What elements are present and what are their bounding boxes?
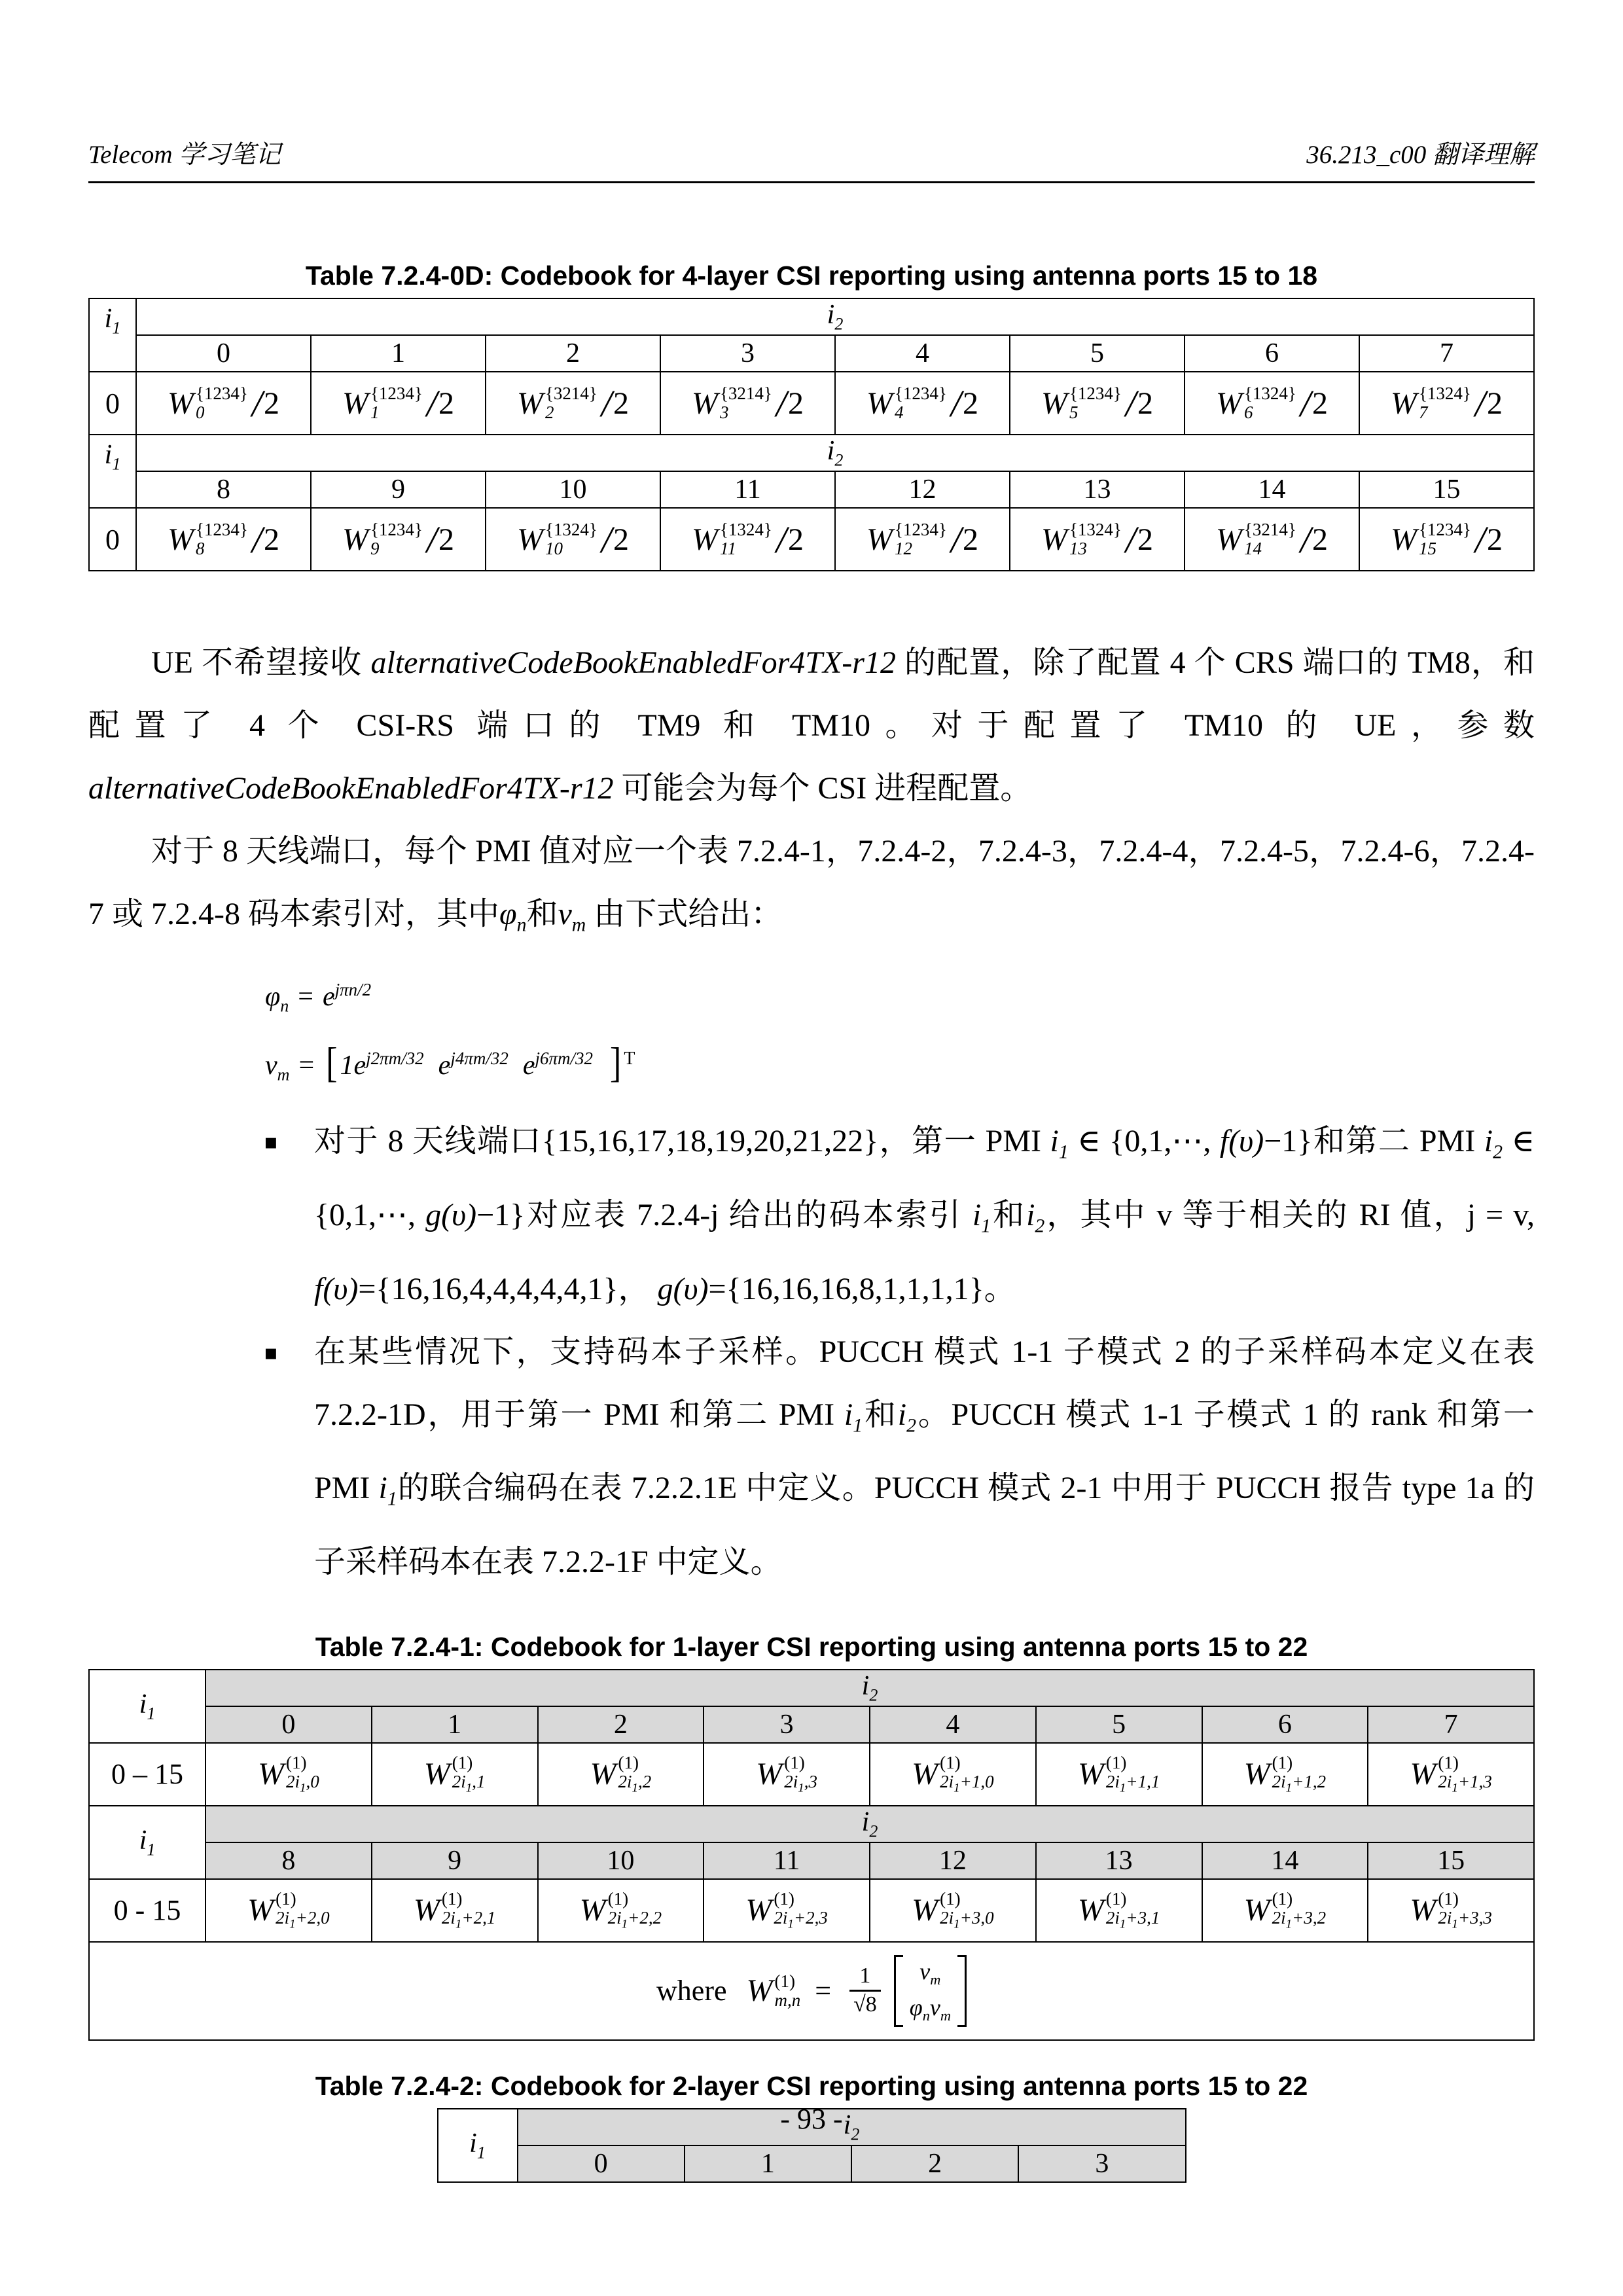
w-expression: W (1) $2i_1+3,1$	[1077, 1888, 1160, 1931]
codebook-entry-cell	[1368, 1879, 1534, 1942]
division-slash: /	[601, 382, 613, 425]
codebook-entry-cell	[1010, 508, 1185, 571]
w-expression: W (1) $2i_1,0$	[258, 1752, 319, 1795]
text-run: ∈ {0,1,⋯,	[314, 1124, 1535, 1232]
text-run: 的联合编码在表 7.2.2.1E 中定义。PUCCH 模式 2-1 中用于 PUCCH 报告 type 1a 的子采样码本在表 7.2.2-1F 中定义。	[314, 1471, 1535, 1579]
w-expression: W {1234} 8 / 2	[167, 518, 280, 561]
i1-header-cell	[89, 435, 136, 508]
i2-index-cell: 10	[538, 1842, 704, 1879]
text-run: ={16,16,16,8,1,1,1,1}。	[708, 1271, 1016, 1306]
codebook-entry-cell	[205, 1743, 372, 1806]
division-slash: /	[1474, 518, 1486, 561]
codebook-entry-cell	[870, 1743, 1036, 1806]
w-expression: W (1) $2i_1+2,0$	[247, 1888, 330, 1931]
header-right-text: 36.213_c00 翻译理解	[1306, 141, 1535, 169]
table-7-2-4-0d	[88, 298, 1535, 571]
codebook-entry-cell	[372, 1743, 538, 1806]
where-row	[89, 1942, 1534, 2040]
table-value-row	[89, 1879, 1534, 1942]
text-run: 由下式给出：	[586, 897, 783, 931]
division-slash: /	[1125, 382, 1137, 425]
i2-index-cell: 7	[1368, 1706, 1534, 1743]
codebook-entry-cell	[1368, 1743, 1534, 1806]
table-value-row	[89, 372, 1534, 435]
w-expression: W {1234} 1 / 2	[342, 382, 455, 425]
math-variable: $i_1$	[972, 1197, 991, 1237]
text-run: −1}和第二 PMI	[1264, 1124, 1484, 1159]
codebook-entry-cell	[486, 372, 660, 435]
codebook-entry-cell	[704, 1743, 870, 1806]
i2-index-cell: 10	[486, 471, 660, 508]
math-variable: $i_1$	[139, 1689, 156, 1723]
division-slash: /	[251, 518, 263, 561]
w-expression: W {1234} 5 / 2	[1041, 382, 1154, 425]
i2-index-cell: 5	[1010, 335, 1185, 372]
codebook-entry-cell	[1359, 372, 1534, 435]
i2-index-cell: 14	[1185, 471, 1359, 508]
text-run: UE 不希望接收	[151, 645, 371, 680]
page-header	[88, 134, 1535, 171]
codebook-entry-cell	[136, 372, 311, 435]
formula-block	[265, 963, 1535, 1102]
i2-index-cell: 0	[205, 1706, 372, 1743]
math-variable: $i_1$	[378, 1471, 397, 1510]
w-expression: W {1324} 11 / 2	[691, 518, 804, 561]
math-variable: $i_2$	[1484, 1124, 1503, 1163]
fraction: $\frac{1}{√8}$	[849, 1963, 881, 2018]
i2-index-cell: 0	[136, 335, 311, 372]
division-slash: /	[426, 518, 438, 561]
i2-index-cell: 1	[311, 335, 486, 372]
transpose-label: T	[624, 1048, 635, 1069]
table-index-row	[89, 335, 1534, 372]
text-run: 和	[991, 1197, 1027, 1232]
i2-index-cell: 4	[870, 1706, 1036, 1743]
table-header-row	[89, 298, 1534, 335]
codebook-entry-cell	[870, 1879, 1036, 1942]
text-run: 和	[526, 897, 558, 931]
math-variable: $v_m$	[558, 897, 586, 936]
division-slash: /	[950, 518, 962, 561]
paragraph-ue-config	[88, 632, 1535, 820]
i2-index-cell: 3	[660, 335, 835, 372]
math-variable: $i_1$	[844, 1397, 863, 1437]
division-slash: /	[426, 382, 438, 425]
text-run: f(υ)	[1219, 1124, 1264, 1159]
math-variable: $i_2$	[843, 2110, 860, 2144]
division-slash: /	[601, 518, 613, 561]
division-slash: /	[950, 382, 962, 425]
i2-index-cell: 15	[1359, 471, 1534, 508]
math-variable: $i_1$	[104, 440, 121, 474]
math-variable: $i_2$	[861, 1671, 878, 1705]
text-run: 的配置，除了配置 4 个 CRS 端口的 TM8，和配置了 4 个 CSI-RS 端口的 TM9 和 TM10。对于配置了 TM10 的 UE，参数	[88, 645, 1535, 743]
i2-index-cell: 7	[1359, 335, 1534, 372]
text-run: 在某些情况下，支持码本子采样。PUCCH 模式 1-1 子模式 2 的子采样码本定义在表 7.2.2-1D，用于第一 PMI 和第二 PMI	[314, 1334, 1535, 1432]
text-run: ={16,16,4,4,4,4,4,1}，	[358, 1271, 658, 1306]
text-run: f(υ)	[314, 1271, 359, 1306]
division-slash: /	[1300, 518, 1311, 561]
i2-index-cell: 12	[835, 471, 1010, 508]
w-expression: W (1) $2i_1+1,2$	[1243, 1752, 1327, 1795]
table-index-row	[89, 1842, 1534, 1879]
header-rule	[88, 181, 1535, 183]
i2-index-cell: 6	[1185, 335, 1359, 372]
codebook-entry-cell	[835, 372, 1010, 435]
division-slash: /	[1125, 518, 1137, 561]
i2-header-cell	[136, 298, 1534, 335]
text-run: 。PUCCH 模式 1-1 子模式 1 的 rank 和第一 PMI	[314, 1397, 1535, 1506]
table-1-title: Table 7.2.4-1: Codebook for 1-layer CSI reporting using antenna ports 15 to 22	[315, 1631, 1308, 1662]
i2-index-cell: 11	[660, 471, 835, 508]
text-run: alternativeCodeBookEnabledFor4TX-r12	[370, 645, 896, 680]
math-variable: $v_m$	[919, 1958, 941, 1988]
w-expression: W (1) $2i_1,3$	[756, 1752, 817, 1795]
w-expression: W {1234} 9 / 2	[342, 518, 455, 561]
i1-range-cell: 0 – 15	[89, 1743, 205, 1806]
codebook-entry-cell	[704, 1879, 870, 1942]
page-number: - 93 -	[780, 2103, 843, 2135]
division-slash: /	[776, 382, 787, 425]
text-run: ，其中 v 等于相关的 RI 值，j = v,	[1044, 1197, 1535, 1232]
table-index-row	[438, 2145, 1186, 2182]
codebook-entry-cell	[1359, 508, 1534, 571]
i2-index-cell: 1	[372, 1706, 538, 1743]
w-expression: W (1) $2i_1+1,3$	[1410, 1752, 1492, 1795]
i2-index-cell: 2	[851, 2145, 1018, 2182]
math-variable: $v_m$	[265, 1050, 290, 1085]
table-value-row	[89, 508, 1534, 571]
division-slash: /	[1300, 382, 1311, 425]
codebook-entry-cell	[835, 508, 1010, 571]
division-slash: /	[776, 518, 787, 561]
table-2-title: Table 7.2.4-2: Codebook for 2-layer CSI reporting using antenna ports 15 to 22	[315, 2070, 1308, 2101]
table-header-row	[89, 1670, 1534, 1706]
codebook-entry-cell	[1036, 1743, 1202, 1806]
math-variable: $i_2$	[827, 300, 844, 334]
codebook-entry-cell	[1036, 1879, 1202, 1942]
bracket-right: ]	[610, 1039, 622, 1086]
text-run: alternativeCodeBookEnabledFor4TX-r12	[88, 771, 614, 806]
codebook-entry-cell	[205, 1879, 372, 1942]
codebook-entry-cell	[311, 508, 486, 571]
bullet-first-second-pmi	[88, 1110, 1535, 1320]
math-variable: $\varphi_n$	[265, 981, 289, 1015]
text-run: ∈ {0,1,⋯,	[1068, 1124, 1220, 1159]
text-run: g(υ)	[657, 1271, 709, 1306]
w-expression: W (1) $2i_1+1,0$	[912, 1752, 994, 1795]
division-slash: /	[251, 382, 263, 425]
i2-index-cell: 5	[1036, 1706, 1202, 1743]
codebook-entry-cell	[660, 508, 835, 571]
i1-range-cell: 0 - 15	[89, 1879, 205, 1942]
division-slash: /	[1474, 382, 1486, 425]
w-expression: W {1324} 10 / 2	[516, 518, 630, 561]
i2-index-cell: 3	[1018, 2145, 1185, 2182]
w-expression: W (1) $2i_1+2,3$	[745, 1888, 828, 1931]
i2-index-cell: 8	[136, 471, 311, 508]
math-variable: $v_m$	[929, 1994, 951, 2024]
i2-index-cell: 13	[1010, 471, 1185, 508]
table-index-row	[89, 471, 1534, 508]
bullet-codebook-subsampling	[88, 1321, 1535, 1594]
w-expression: W (1) $2i_1+3,2$	[1243, 1888, 1327, 1931]
math-variable: $i_2$	[1026, 1197, 1045, 1237]
w-expression: W {1234} 15 / 2	[1390, 518, 1503, 561]
codebook-entry-cell	[1010, 372, 1185, 435]
codebook-entry-cell	[1185, 508, 1359, 571]
math-variable: $\varphi_n$	[499, 897, 527, 936]
table-7-2-4-1	[88, 1669, 1535, 2041]
codebook-entry-cell	[372, 1879, 538, 1942]
math-variable: $i_1$	[139, 1825, 156, 1859]
math-variable: $\varphi_n$	[909, 1994, 930, 2024]
w-expression: W {1234} 12 / 2	[866, 518, 979, 561]
math-variable: $i_1$	[104, 304, 121, 338]
w-expression: W {1324} 13 / 2	[1041, 518, 1154, 561]
codebook-entry-cell	[538, 1879, 704, 1942]
math-variable: $i_2$	[861, 1807, 878, 1841]
table-0d-title: Table 7.2.4-0D: Codebook for 4-layer CSI reporting using antenna ports 15 to 18	[305, 260, 1318, 291]
i2-index-cell: 1	[685, 2145, 851, 2182]
w-expression: W {3214} 3 / 2	[691, 382, 804, 425]
codebook-entry-cell	[538, 1743, 704, 1806]
i2-index-cell: 3	[704, 1706, 870, 1743]
codebook-entry-cell	[660, 372, 835, 435]
text-run: 对于 8 天线端口，每个 PMI 值对应一个表 7.2.4-1，7.2.4-2，7.2.4-3，7.2.4-4，7.2.4-5，7.2.4-6，7.2.4-7 或 7.2.4-8 码本索引对，其中	[88, 834, 1535, 931]
i2-index-cell: 9	[311, 471, 486, 508]
i2-index-cell: 11	[704, 1842, 870, 1879]
codebook-entry-cell	[136, 508, 311, 571]
w-expression: W (1) $2i_1+2,1$	[413, 1888, 496, 1931]
i2-index-cell: 12	[870, 1842, 1036, 1879]
w-expression: W (1) $2i_1+3,0$	[912, 1888, 994, 1931]
column-vector	[894, 1955, 967, 2027]
text-run: 对于 8 天线端口{15,16,17,18,19,20,21,22}，第一 PMI	[314, 1124, 1050, 1159]
codebook-entry-cell	[311, 372, 486, 435]
math-variable: $i_2$	[897, 1397, 916, 1437]
i1-value-cell: 0	[89, 372, 136, 435]
i1-header-cell	[89, 1806, 205, 1879]
page-footer	[0, 2102, 1623, 2136]
text-run: 可能会为每个 CSI 进程配置。	[613, 771, 1032, 806]
w-expression: W {1324} 7 / 2	[1390, 382, 1503, 425]
math-variable: $i_2$	[827, 436, 844, 470]
codebook-entry-cell	[486, 508, 660, 571]
w-expression: W (1) $2i_1+3,3$	[1410, 1888, 1492, 1931]
i2-header-cell	[205, 1806, 1534, 1842]
math-variable: $i_1$	[469, 2128, 486, 2162]
w-expression: W {1234} 0 / 2	[167, 382, 280, 425]
i1-header-cell	[89, 1670, 205, 1743]
w-expression: W (1) $2i_1+1,1$	[1077, 1752, 1160, 1795]
where-formula-cell	[89, 1942, 1534, 2040]
text-run: g(υ)	[425, 1197, 477, 1232]
i2-header-cell	[136, 435, 1534, 471]
w-expression: W (1) $2i_1+2,2$	[579, 1888, 662, 1931]
text-run: −1}对应表 7.2.4-j 给出的码本索引	[476, 1197, 972, 1232]
formula-phi-n: $\varphi_n = e^{j\pi n/2}$	[265, 979, 372, 1015]
i2-index-cell: 0	[518, 2145, 685, 2182]
table-index-row	[89, 1706, 1534, 1743]
text-run: 和	[863, 1397, 898, 1432]
i2-index-cell: 4	[835, 335, 1010, 372]
bracket-left: [	[326, 1039, 338, 1086]
w-expression: W (1) $2i_1,1$	[423, 1752, 486, 1795]
math-variable: $i_1$	[1050, 1124, 1069, 1163]
i2-index-cell: 9	[372, 1842, 538, 1879]
table-value-row	[89, 1743, 1534, 1806]
i1-value-cell: 0	[89, 508, 136, 571]
i2-index-cell: 13	[1036, 1842, 1202, 1879]
formula-v-m: $v_m = [1e^{j2\pi m/32}$ $e^{j4\pi m/32}$ $e^{j6\pi m/32}$ ] $^T$	[265, 1032, 1535, 1101]
where-formula: where W (1) m,n = $\frac{1}{√8}$ $v_m$ $\varphi_nv_m$	[656, 1955, 967, 2027]
i2-index-cell: 2	[538, 1706, 704, 1743]
bracket-left	[894, 1955, 903, 2027]
i2-header-cell	[205, 1670, 1534, 1706]
w-expression: W (1) $2i_1,2$	[590, 1752, 652, 1795]
i2-index-cell: 6	[1202, 1706, 1368, 1743]
w-expression: W {3214} 14 / 2	[1215, 518, 1329, 561]
header-left-text: Telecom 学习笔记	[88, 141, 281, 169]
w-expression: W {1234} 4 / 2	[866, 382, 979, 425]
table-header-row	[89, 435, 1534, 471]
w-expression: W {3214} 2 / 2	[516, 382, 630, 425]
i1-header-cell	[89, 298, 136, 372]
i2-index-cell: 8	[205, 1842, 372, 1879]
i2-index-cell: 2	[486, 335, 660, 372]
codebook-entry-cell	[1202, 1743, 1368, 1806]
w-expression: W {1324} 6 / 2	[1215, 382, 1329, 425]
i2-index-cell: 15	[1368, 1842, 1534, 1879]
table-header-row	[89, 1806, 1534, 1842]
paragraph-8-antenna-ports	[88, 820, 1535, 957]
codebook-entry-cell	[1202, 1879, 1368, 1942]
bracket-right	[957, 1955, 967, 2027]
bullet-list	[88, 1110, 1535, 1593]
codebook-entry-cell	[1185, 372, 1359, 435]
i2-index-cell: 14	[1202, 1842, 1368, 1879]
